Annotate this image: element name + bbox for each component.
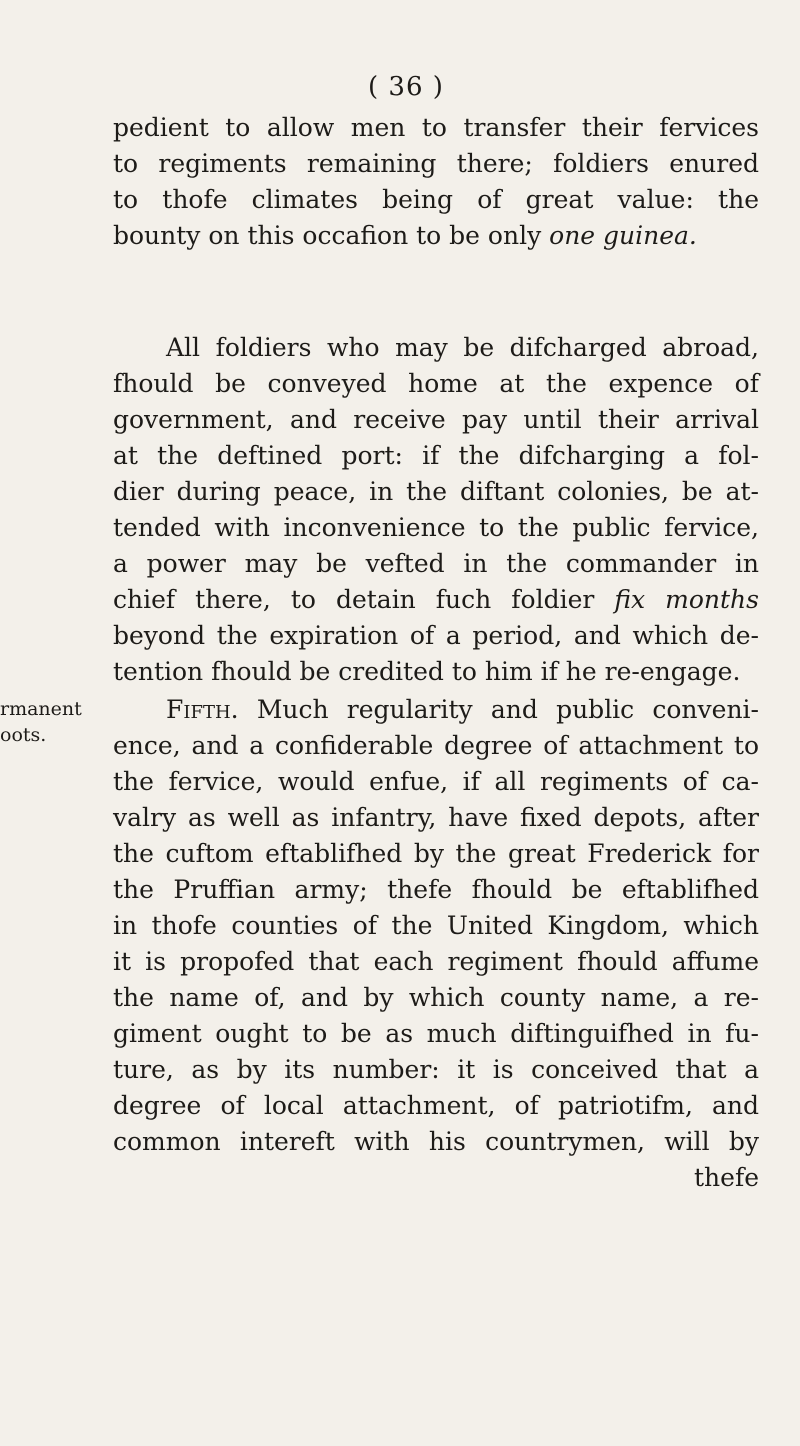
text-line: ture, as by its number: it is conceived that a [113, 1055, 759, 1084]
text-line: the Pruffian army; thefe fhould be eftablifhed [113, 875, 759, 904]
text-line: tention fhould be credited to him if he re-engage. [113, 657, 741, 686]
text-segment: Much regularity and public conveni- [256, 695, 759, 724]
text-line: valry as well as infantry, have fixed depots, after [113, 803, 759, 832]
text-line: at the deftined port: if the difcharging a fol- [113, 441, 759, 470]
text-segment: chief there, to detain fuch foldier [113, 585, 595, 614]
text-line: common intereft with his countrymen, will by [113, 1127, 759, 1156]
text-line: the name of, and by which county name, a re- [113, 983, 759, 1012]
paragraph-3 [113, 692, 759, 1196]
text-segment: bounty on this occafion to be only [113, 221, 542, 250]
text-line: a power may be vefted in the commander in [113, 549, 759, 578]
text-line: ence, and a confiderable degree of attachment to [113, 731, 759, 760]
text-line: fhould be conveyed home at the expence of [113, 369, 759, 398]
text-line: to thofe climates being of great value: the [113, 185, 759, 214]
text-line: to regiments remaining there; foldiers enured [113, 149, 759, 178]
text-line: degree of local attachment, of patriotifm, and [113, 1091, 759, 1120]
text-line [113, 218, 759, 254]
margin-note-line: rmanent [0, 698, 82, 720]
text-line: giment ought to be as much diftinguifhed in fu- [113, 1019, 759, 1048]
text-line: the cuftom eftablifhed by the great Frederick for [113, 839, 759, 868]
emphasis-six-months: fix months [614, 585, 759, 614]
text-line [113, 692, 759, 728]
text-line: beyond the expiration of a period, and which de- [113, 621, 759, 650]
text-line: government, and receive pay until their arrival [113, 405, 759, 434]
emphasis-one-guinea: one guinea. [549, 221, 697, 250]
paragraph-2 [113, 330, 759, 690]
text-line: it is propofed that each regiment fhould affume [113, 947, 759, 976]
margin-note [0, 696, 85, 748]
section-lead-fifth: Fifth. [166, 695, 239, 724]
text-line: in thofe counties of the United Kingdom, which [113, 911, 759, 940]
catchword: thefe [694, 1163, 759, 1192]
text-line: tended with inconvenience to the public fervice, [113, 513, 759, 542]
margin-note-line: oots. [0, 724, 47, 746]
text-line [113, 582, 759, 618]
page-number: ( 36 ) [368, 72, 444, 102]
paragraph-1 [113, 110, 759, 254]
text-line: the fervice, would enfue, if all regiments of ca- [113, 767, 759, 796]
text-line: dier during peace, in the diftant colonies, be at- [113, 477, 759, 506]
text-line: pedient to allow men to transfer their fervices [113, 113, 759, 142]
text-line: All foldiers who may be difcharged abroad, [166, 333, 759, 362]
